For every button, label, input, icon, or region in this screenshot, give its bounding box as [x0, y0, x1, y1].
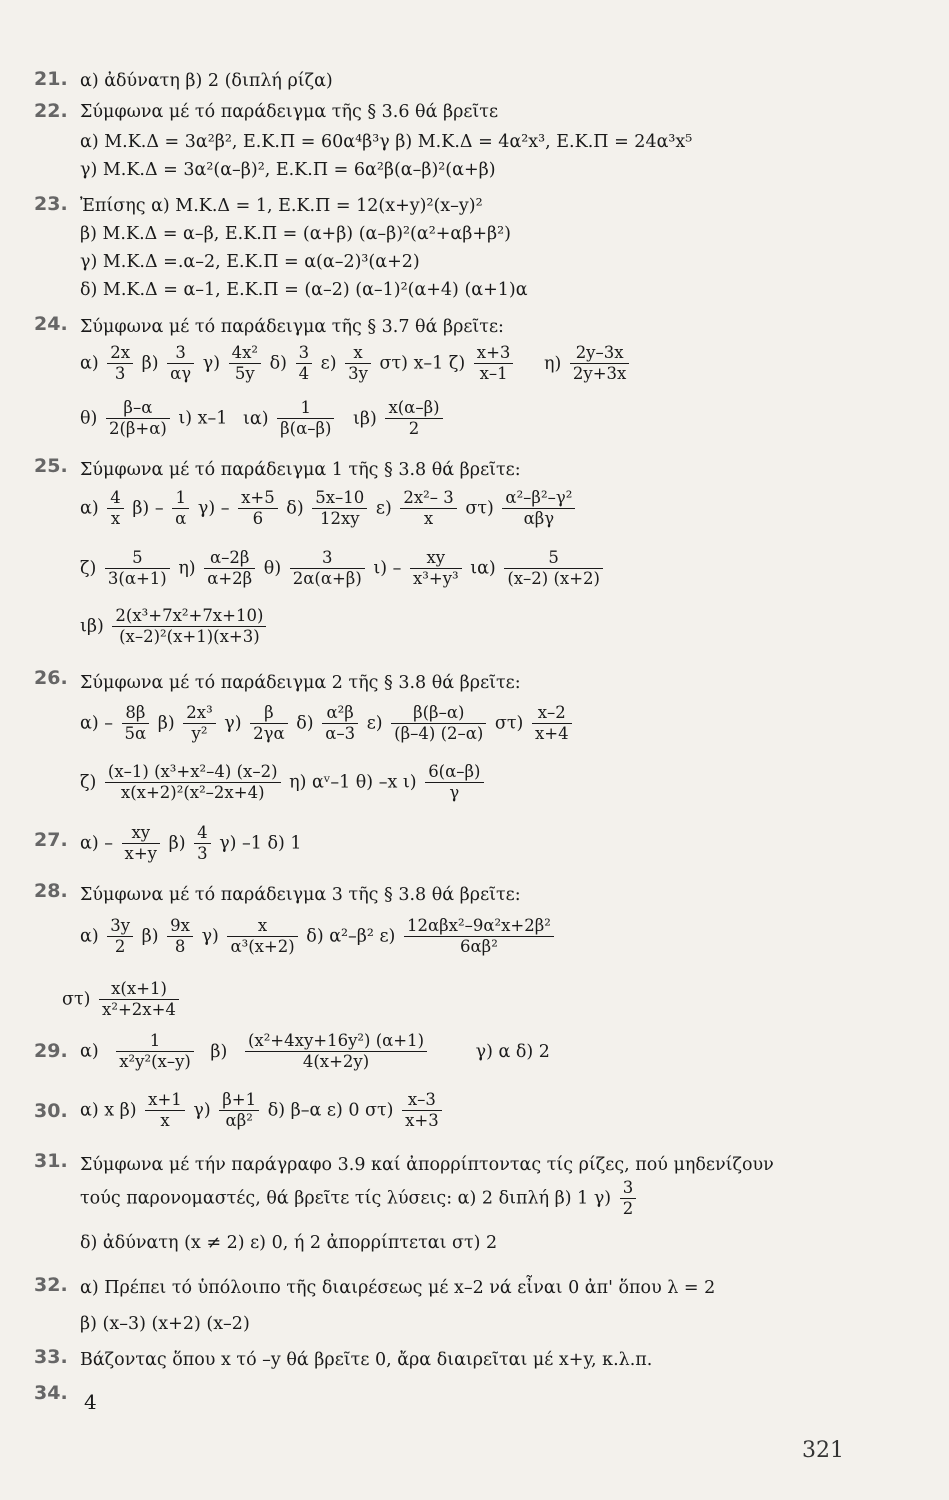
problem-number-26: 26.: [34, 667, 68, 689]
fraction: $\frac{x}{3y}$: [345, 343, 371, 384]
page-number: 321: [802, 1438, 844, 1463]
problem-number-22: 22.: [34, 100, 68, 122]
answer-23-line1: Ἐπίσης α) Μ.Κ.Δ = 1, Ε.Κ.Π = 12(x+y)²(x–y)²: [80, 196, 483, 216]
fraction: $\frac{x(x+1)}{\text{x²+2x+4}}$: [99, 979, 179, 1020]
fraction: $\frac{\text{2x²– 3}}{x}$: [400, 488, 456, 529]
answer-26-intro: Σύμφωνα μέ τό παράδειγμα 2 τῆς § 3.8 θά βρεῖτε:: [80, 673, 521, 693]
fraction: $\frac{1}{\text{x²y²(x–y)}}$: [116, 1031, 194, 1072]
fraction: $\frac{3y}{2}$: [107, 916, 133, 957]
fraction: $\frac{x-2}{x+4}$: [532, 703, 572, 744]
fraction: $\frac{\text{2x³}}{\text{y²}}$: [183, 703, 215, 744]
fraction: $\frac{3}{2\alpha(\alpha+\beta)}$: [290, 548, 365, 589]
answer-25-row3: ιβ) $\frac{\text{2(x³+7x²+7x+10)}}{\text{(x–2)²(x+1)(x+3)}}$: [80, 606, 269, 647]
problem-number-34: 34.: [34, 1382, 68, 1404]
problem-number-25: 25.: [34, 455, 68, 477]
answer-26-row2: ζ) $\frac{\text{(x–1) (x³+x²–4) (x–2)}}{\text{x(x+2)²(x²–2x+4)}}$ η) αᵛ–1 θ) –x ι) $\frac{6(\alpha-\beta)}{\gamma}$: [80, 762, 487, 803]
fraction: $\frac{x+3}{x-1}$: [474, 343, 514, 384]
answer-22-line2: γ) Μ.Κ.Δ = 3α²(α–β)², Ε.Κ.Π = 6α²β(α–β)²(α+β): [80, 160, 496, 180]
fraction: $\frac{\text{(x²+4xy+16y²) (α+1)}}{4(x+2y)}$: [245, 1031, 427, 1072]
answer-34: 4: [84, 1390, 97, 1414]
answer-24-row2: θ) $\frac{\beta-\alpha}{2(\beta+\alpha)}$ ι) x–1 ια) $\frac{1}{\beta(\alpha-\beta)}$ ιβ) $\frac{x(\alpha-\beta)}{2}$: [80, 398, 446, 439]
fraction: $\frac{5}{3(\alpha+1)}$: [105, 548, 170, 589]
fraction: $\frac{3}{4}$: [296, 343, 313, 384]
fraction: $\frac{x(\alpha-\beta)}{2}$: [385, 398, 442, 439]
answer-28-intro: Σύμφωνα μέ τό παράδειγμα 3 τῆς § 3.8 θά βρεῖτε:: [80, 885, 521, 905]
problem-number-28: 28.: [34, 880, 68, 902]
answer-32-line2: β) (x–3) (x+2) (x–2): [80, 1314, 250, 1334]
problem-number-31: 31.: [34, 1150, 68, 1172]
problem-number-24: 24.: [34, 313, 68, 335]
fraction: 12αβx²–9α²x+2β² 6αβ²: [404, 916, 554, 957]
answer-31-line1: Σύμφωνα μέ τήν παράγραφο 3.9 καί ἀπορρίπτοντας τίς ρίζες, πού μηδενίζουν: [80, 1155, 774, 1175]
fraction: $\frac{6(\alpha-\beta)}{\gamma}$: [425, 762, 483, 803]
answer-25-row2: ζ) $\frac{5}{3(\alpha+1)}$ η) $\frac{\alpha-2\beta}{\alpha+2\beta}$ θ) $\frac{3}{2\alpha(\alpha+\beta)}$ ι) – $\frac{xy}{\text{x³+y³}}$ ια) $\frac{5}{(x-2) (x+2)}$: [80, 548, 606, 589]
problem-number-27: 27.: [34, 829, 68, 851]
problem-number-21: 21.: [34, 68, 68, 90]
fraction: $\frac{\text{α²β}}{\alpha-3}$: [322, 703, 358, 744]
answer-28-row2: στ) $\frac{x(x+1)}{\text{x²+2x+4}}$: [62, 979, 182, 1020]
answer-32-line1: α) Πρέπει τό ὑπόλοιπο τῆς διαιρέσεως μέ x–2 νά εἶναι 0 ἀπ' ὅπου λ = 2: [80, 1278, 716, 1298]
fraction: $\frac{\text{4x²}}{5y}$: [229, 343, 261, 384]
fraction: $\frac{5}{(x-2) (x+2)}$: [504, 548, 603, 589]
fraction: $\frac{3}{\alpha\gamma}$: [167, 343, 194, 384]
fraction: $\frac{xy}{x+y}$: [122, 823, 160, 864]
fraction: $\frac{x}{\text{α³(x+2)}}$: [227, 916, 297, 957]
fraction: $\frac{x+1}{x}$: [145, 1090, 185, 1131]
problem-number-23: 23.: [34, 193, 68, 215]
answer-23-line3: γ) Μ.Κ.Δ =.α–2, Ε.Κ.Π = α(α–2)³(α+2): [80, 252, 420, 272]
fraction: $\frac{2x}{3}$: [107, 343, 133, 384]
answer-29-row: α) $\frac{1}{\text{x²y²(x–y)}}$ β) $\frac{\text{(x²+4xy+16y²) (α+1)}}{4(x+2y)}$ γ) α δ) 2: [80, 1031, 550, 1071]
answer-28-row1: α) $\frac{3y}{2}$ β) $\frac{9x}{8}$ γ) $\frac{x}{\text{α³(x+2)}}$ δ) α²–β² ε) 12αβx²–9α²x+2β² 6αβ²: [80, 916, 557, 957]
fraction: $\frac{xy}{\text{x³+y³}}$: [410, 548, 462, 589]
answer-33: Βάζοντας ὅπου x τό –y θά βρεῖτε 0, ἄρα διαιρεῖται μέ x+y, κ.λ.π.: [80, 1350, 653, 1370]
answer-23-line2: β) Μ.Κ.Δ = α–β, Ε.Κ.Π = (α+β) (α–β)²(α²+αβ+β²): [80, 224, 511, 244]
problem-number-30: 30.: [34, 1100, 68, 1122]
fraction: $\frac{x+5}{6}$: [238, 488, 278, 529]
problem-number-33: 33.: [34, 1346, 68, 1368]
answer-31-line2: τούς παρονομαστές, θά βρεῖτε τίς λύσεις: α) 2 διπλή β) 1 γ) $\frac{3}{2}$: [80, 1178, 639, 1219]
answer-26-row1: α) – $\frac{8\beta}{5\alpha}$ β) $\frac{\text{2x³}}{\text{y²}}$ γ) $\frac{\beta}{2\gamma\alpha}$ δ) $\frac{\text{α²β}}{\alpha-3}$ ε) $\frac{\beta(\beta-\alpha)}{(\beta-4) (2-\alpha)}$ στ) $\frac{x-2}{x+4}$: [80, 703, 575, 744]
fraction: $\frac{5x-10}{12xy}$: [312, 488, 367, 529]
fraction: $\frac{2y-3x}{2y+3x}$: [570, 343, 629, 384]
answer-24-row1: α) $\frac{2x}{3}$ β) $\frac{3}{\alpha\gamma}$ γ) $\frac{\text{4x²}}{5y}$ δ) $\frac{3}{4}$ ε) $\frac{x}{3y}$ στ) x–1 ζ) $\frac{x+3}{x-1}$ η) $\frac{2y-3x}{2y+3x}$: [80, 343, 632, 384]
fraction: $\frac{4}{3}$: [194, 823, 211, 864]
answer-23-line4: δ) Μ.Κ.Δ = α–1, Ε.Κ.Π = (α–2) (α–1)²(α+4) (α+1)α: [80, 280, 528, 300]
answer-25-intro: Σύμφωνα μέ τό παράδειγμα 1 τῆς § 3.8 θά βρεῖτε:: [80, 460, 521, 480]
fraction: $\frac{\text{(x–1) (x³+x²–4) (x–2)}}{\text{x(x+2)²(x²–2x+4)}}$: [105, 762, 281, 803]
fraction: $\frac{\beta+1}{\text{αβ²}}$: [219, 1090, 259, 1131]
fraction: $\frac{1}{\beta(\alpha-\beta)}$: [277, 398, 334, 439]
answer-30-row: α) x β) $\frac{x+1}{x}$ γ) $\frac{\beta+1}{\text{αβ²}}$ δ) β–α ε) 0 στ) $\frac{x-3}{x+3}$: [80, 1090, 445, 1131]
problem-number-32: 32.: [34, 1274, 68, 1296]
problem-number-29: 29.: [34, 1040, 68, 1062]
answer-22-intro: Σύμφωνα μέ τό παράδειγμα τῆς § 3.6 θά βρεῖτε: [80, 102, 499, 122]
fraction: $\frac{3}{2}$: [620, 1178, 637, 1219]
fraction: $\frac{\beta-\alpha}{2(\beta+\alpha)}$: [106, 398, 170, 439]
answer-22-line1: α) Μ.Κ.Δ = 3α²β², Ε.Κ.Π = 60α⁴β³γ β) Μ.Κ.Δ = 4α²x³, Ε.Κ.Π = 24α³x⁵: [80, 132, 693, 152]
fraction: $\frac{9x}{8}$: [167, 916, 193, 957]
fraction: $\frac{\alpha-2\beta}{\alpha+2\beta}$: [204, 548, 255, 589]
fraction: $\frac{\text{2(x³+7x²+7x+10)}}{\text{(x–2)²(x+1)(x+3)}}$: [112, 606, 266, 647]
fraction: $\frac{4}{x}$: [107, 488, 124, 529]
fraction: α²–β²–γ² αβγ: [502, 488, 575, 529]
fraction: $\frac{1}{\alpha}$: [172, 488, 189, 529]
answer-27-row: α) – $\frac{xy}{x+y}$ β) $\frac{4}{3}$ γ) –1 δ) 1: [80, 823, 302, 863]
answer-21: α) ἀδύνατη β) 2 (διπλή ρίζα): [80, 71, 333, 91]
answer-24-intro: Σύμφωνα μέ τό παράδειγμα τῆς § 3.7 θά βρεῖτε:: [80, 317, 504, 337]
answer-25-row1: α) $\frac{4}{x}$ β) – $\frac{1}{\alpha}$ γ) – $\frac{x+5}{6}$ δ) $\frac{5x-10}{12xy}$ ε) $\frac{\text{2x²– 3}}{x}$ στ) α²–β²–γ² αβγ: [80, 488, 578, 529]
answer-31-line3: δ) ἀδύνατη (x ≠ 2) ε) 0, ή 2 ἀπορρίπτεται στ) 2: [80, 1233, 498, 1253]
fraction: $\frac{\beta}{2\gamma\alpha}$: [250, 703, 288, 744]
fraction: $\frac{8\beta}{5\alpha}$: [122, 703, 150, 744]
fraction: $\frac{\beta(\beta-\alpha)}{(\beta-4) (2-\alpha)}$: [391, 703, 486, 744]
fraction: $\frac{x-3}{x+3}$: [402, 1090, 442, 1131]
